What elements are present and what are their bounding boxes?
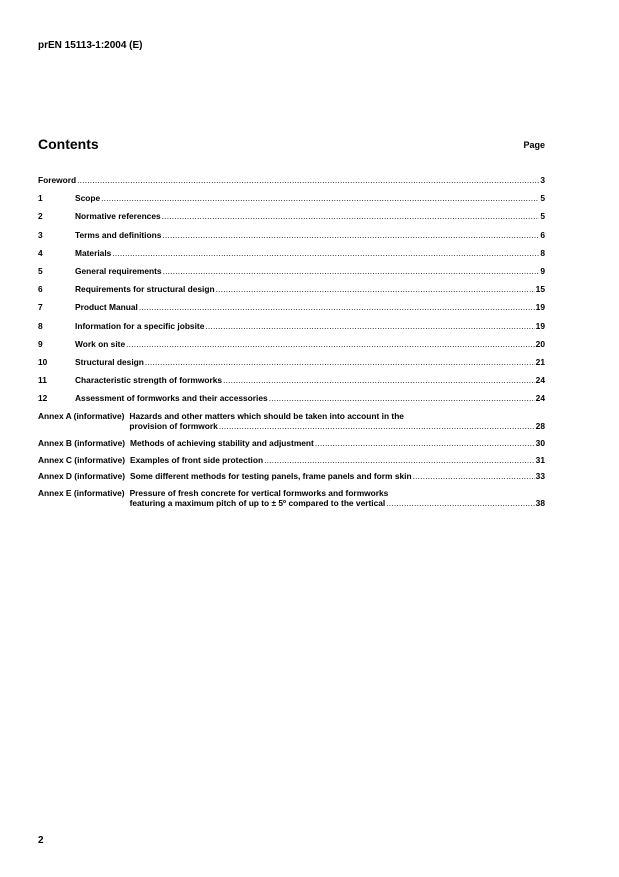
toc-entry-body [75,284,545,294]
toc-entry-annex-d[interactable] [38,471,545,481]
toc-entry-terms-and-definitions[interactable] [38,230,545,248]
toc-entry-page: 6 [540,229,545,240]
toc-entry-page: 24 [535,375,545,386]
toc-entry-title: Materials [75,247,112,258]
dot-leader [413,471,535,481]
dot-leader [216,284,535,294]
annex-label: Annex D (informative) [38,471,126,482]
toc-entry-number: 10 [38,356,48,367]
toc-entry-characteristic-strength[interactable] [38,375,545,393]
toc-entry-page: 21 [535,356,545,367]
dot-leader [101,193,539,203]
toc-entry-body [75,230,545,240]
toc-entry-body [130,488,545,508]
toc-entry-structural-design[interactable] [38,357,545,375]
toc-line [130,488,545,498]
toc-entry-number: 2 [38,211,43,222]
toc-entry-body [75,248,545,258]
toc-entry-number: 3 [38,229,43,240]
toc-entry-page: 8 [540,247,545,258]
toc-entry-page: 31 [535,454,545,465]
toc-line [75,357,545,367]
toc-entry-title-continued: provision of formwork [129,421,218,432]
toc-entry-page: 33 [535,471,545,482]
toc-entry-work-on-site[interactable] [38,339,545,357]
toc-entry-jobsite-information[interactable] [38,321,545,339]
toc-line [75,302,545,312]
dot-leader [162,230,539,240]
table-of-contents [38,175,545,514]
toc-entry-body [130,471,545,481]
toc-entry-body [75,302,545,312]
dot-leader [162,211,540,221]
toc-entry-title: Foreword [38,175,77,185]
annex-label: Annex C (informative) [38,454,126,465]
toc-entry-page: 5 [540,211,545,222]
toc-entry-page: 19 [535,302,545,313]
toc-entry-body [75,211,545,221]
toc-line [75,266,545,276]
toc-entry-page: 9 [540,265,545,276]
toc-entry-body [75,393,545,403]
toc-entry-body [38,175,545,185]
toc-entry-title: Scope [75,193,101,204]
toc-entry-body [130,455,545,465]
annex-label: Annex A (informative) [38,411,125,422]
dot-leader [269,393,535,403]
toc-entry-body [75,357,545,367]
contents-heading: Contents [38,136,99,152]
toc-entry-normative-references[interactable] [38,211,545,229]
toc-entry-title: Requirements for structural design [75,284,215,295]
toc-entry-general-requirements[interactable] [38,266,545,284]
toc-entry-page: 28 [535,421,545,432]
toc-entry-body [130,438,545,448]
toc-entry-structural-design-requirements[interactable] [38,284,545,302]
toc-entry-annex-a[interactable] [38,411,545,431]
toc-entry-body [129,411,545,431]
toc-entry-page: 30 [535,438,545,449]
dot-leader [223,375,535,385]
toc-entry-number: 11 [38,375,47,386]
toc-entry-page: 20 [535,338,545,349]
toc-entry-number: 7 [38,302,43,313]
toc-entry-title: Examples of front side protection [130,454,264,465]
toc-entry-foreword[interactable] [38,175,545,193]
annex-label: Annex B (informative) [38,438,126,449]
toc-entry-title: Information for a specific jobsite [75,320,205,331]
toc-entry-number: 4 [38,247,43,258]
dot-leader [264,455,535,465]
toc-entry-page: 5 [540,193,545,204]
dot-leader [112,248,539,258]
page-number: 2 [38,835,44,846]
dot-leader [386,498,534,508]
toc-entry-body [75,375,545,385]
toc-line [75,248,545,258]
toc-entry-number: 12 [38,393,48,404]
toc-entry-title: Terms and definitions [75,229,162,240]
dot-leader [77,175,539,185]
dot-leader [145,357,535,367]
toc-entry-page: 24 [535,393,545,404]
toc-entry-page: 15 [535,284,545,295]
dot-leader [315,438,535,448]
toc-entry-title: Methods of achieving stability and adjustment [130,438,314,449]
toc-line [75,321,545,331]
toc-entry-title: Work on site [75,338,126,349]
toc-entry-annex-e[interactable] [38,488,545,508]
toc-entry-number: 8 [38,320,43,331]
toc-entry-page: 3 [540,175,545,185]
dot-leader [163,266,540,276]
toc-entry-annex-c[interactable] [38,455,545,465]
toc-entry-title: Normative references [75,211,161,222]
toc-line [130,438,545,448]
toc-entry-assessment[interactable] [38,393,545,411]
toc-line [129,421,545,431]
toc-entry-title: Hazards and other matters which should be taken into account in the [129,411,404,422]
toc-entry-title: Product Manual [75,302,138,313]
toc-entry-title: Structural design [75,356,144,367]
toc-line [75,284,545,294]
toc-line [75,193,545,203]
toc-entry-page: 38 [535,497,545,508]
toc-line [38,175,545,185]
toc-entry-scope[interactable] [38,193,545,211]
toc-line [130,455,545,465]
dot-leader [205,321,534,331]
toc-entry-number: 1 [38,193,43,204]
toc-line [75,375,545,385]
annex-label: Annex E (informative) [38,487,125,498]
toc-line [129,411,545,421]
toc-entry-title: Assessment of formworks and their accessories [75,393,268,404]
dot-leader [126,339,535,349]
toc-entry-title: Characteristic strength of formworks [75,375,223,386]
toc-entry-title: Some different methods for testing panels, frame panels and form skin [130,471,412,482]
dot-leader [139,302,535,312]
toc-entry-number: 5 [38,265,43,276]
dot-leader [219,421,535,431]
toc-entry-page: 19 [535,320,545,331]
document-id: prEN 15113-1:2004 (E) [38,40,143,51]
toc-entry-title-continued: featuring a maximum pitch of up to ± 5º compared to the vertical [129,497,386,508]
toc-entry-title: General requirements [75,265,162,276]
toc-entry-body [75,339,545,349]
toc-line [75,339,545,349]
toc-line [130,498,545,508]
toc-entry-materials[interactable] [38,248,545,266]
toc-line [75,393,545,403]
toc-line [130,471,545,481]
toc-line [75,230,545,240]
toc-entry-title: Pressure of fresh concrete for vertical formworks and formworks [129,487,389,498]
page-column-label: Page [523,140,545,150]
toc-entry-number: 6 [38,284,43,295]
toc-entry-body [75,266,545,276]
toc-entry-annex-b[interactable] [38,438,545,448]
toc-entry-body [75,193,545,203]
toc-entry-body [75,321,545,331]
toc-line [75,211,545,221]
toc-entry-number: 9 [38,338,43,349]
toc-entry-product-manual[interactable] [38,302,545,320]
